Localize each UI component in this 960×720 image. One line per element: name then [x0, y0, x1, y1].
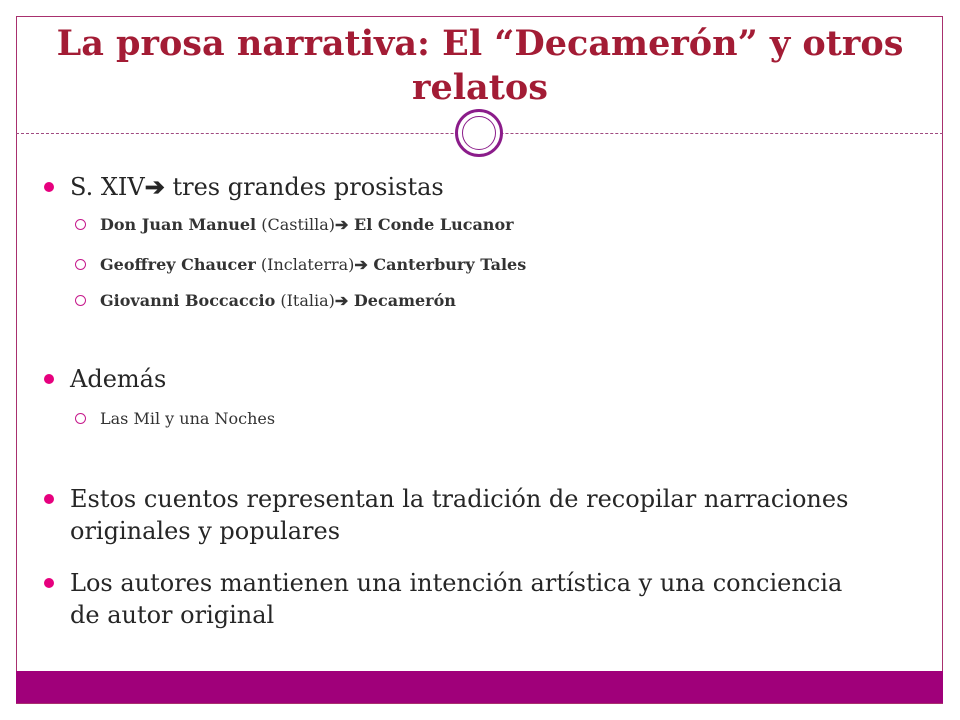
author-name: Don Juan Manuel	[100, 215, 257, 234]
circle-bullet-icon	[75, 219, 86, 230]
author-name: Giovanni Boccaccio	[100, 291, 276, 310]
sub-item-author	[100, 291, 900, 311]
sub-item-extra	[100, 409, 900, 429]
slide-title: La prosa narrativa: El “Decamerón” y otros relatos	[56, 23, 904, 108]
bullet-item-ademas	[70, 363, 870, 395]
sub-item-author	[100, 215, 900, 235]
author-work: El Conde Lucanor	[348, 215, 514, 234]
circle-bullet-icon	[75, 295, 86, 306]
author-place: (Italia)	[275, 291, 335, 310]
circle-bullet-icon	[75, 413, 86, 424]
author-place: (Inclaterra)	[255, 255, 355, 274]
bullet-text: Los autores mantienen una intención artística y una conciencia de autor original	[70, 569, 843, 629]
author-work: Decamerón	[348, 291, 456, 310]
author-place: (Castilla)	[256, 215, 336, 234]
bullet-item-tradicion	[70, 483, 870, 547]
bullet-text: S. XIV	[70, 173, 145, 201]
circle-bullet-icon	[75, 259, 86, 270]
bullet-dot-icon	[44, 182, 54, 192]
author-work: Canterbury Tales	[367, 255, 527, 274]
bullet-text: tres grandes prosistas	[164, 173, 444, 201]
sub-item-author	[100, 255, 900, 275]
bullet-text: Además	[70, 365, 167, 393]
arrow-right-icon: ➔	[354, 255, 368, 274]
arrow-right-icon: ➔	[144, 172, 165, 201]
arrow-right-icon: ➔	[335, 215, 349, 234]
bullet-dot-icon	[44, 578, 54, 588]
author-name: Geoffrey Chaucer	[100, 255, 256, 274]
bullet-text: Estos cuentos representan la tradición de recopilar narraciones originales y populares	[70, 485, 849, 545]
bullet-item-prosistas	[70, 171, 870, 203]
arrow-right-icon: ➔	[334, 291, 349, 310]
sub-item-text: Las Mil y una Noches	[100, 409, 276, 428]
bullet-dot-icon	[44, 374, 54, 384]
bullet-dot-icon	[44, 494, 54, 504]
bullet-item-autores	[70, 567, 870, 631]
